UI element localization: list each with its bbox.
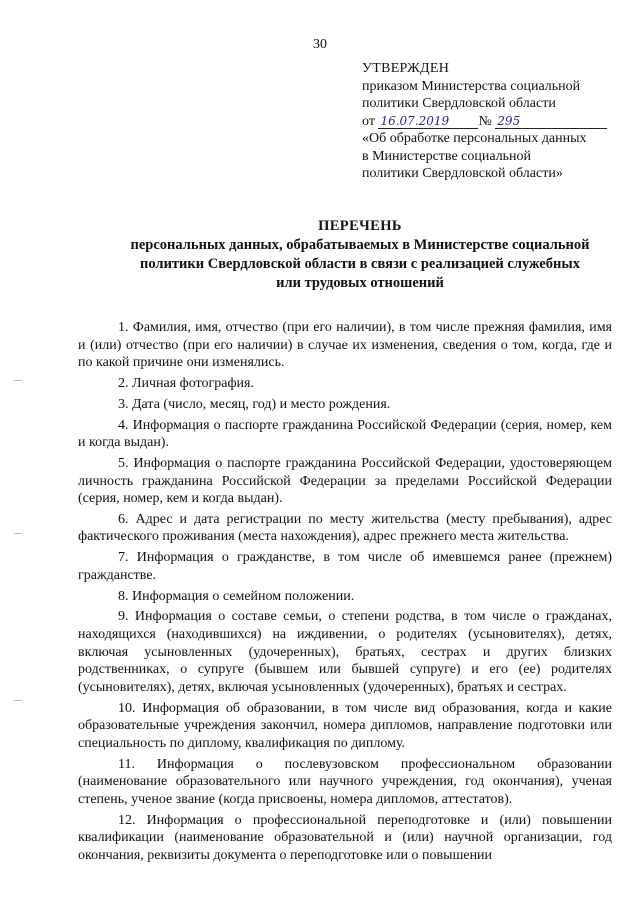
title-line-2: политики Свердловской области в связи с реализацией служебных — [140, 256, 580, 272]
margin-mark — [14, 380, 22, 381]
handwritten-date: 16.07.2019 — [378, 114, 478, 129]
list-item-12: 12. Информация о профессиональной переподготовке и (или) повышении квалификации (наименование образовательной и (или) научной организации, год окончания, реквизиты документа о переподготовке или о повышении — [78, 812, 612, 863]
title-heading: ПЕРЕЧЕНЬ — [318, 218, 402, 234]
approval-heading: УТВЕРЖДЕН — [362, 61, 450, 76]
list-item-2: 2. Личная фотография. — [118, 375, 254, 391]
margin-mark — [14, 700, 22, 701]
list-item-8: 8. Информация о семейном положении. — [118, 588, 355, 604]
approval-line-2: политики Свердловской области — [362, 96, 556, 111]
list-item-4: 4. Информация о паспорте гражданина Российской Федерации (серия, номер, кем и когда выдан). — [78, 417, 612, 451]
approval-line-5: в Министерстве социальной — [362, 148, 532, 164]
list-item-5: 5. Информация о паспорте гражданина Российской Федерации, удостоверяющем личность гражданина Российской Федерации за пределами Российской Федерации (серия, номер, кем и когда выдан). — [78, 455, 612, 507]
list-body — [78, 319, 612, 867]
document-title — [90, 217, 630, 293]
title-line-1: персональных данных, обрабатываемых в Министерстве социальной — [130, 237, 590, 253]
approval-line-6: политики Свердловской области» — [362, 166, 563, 181]
list-item-1: 1. Фамилия, имя, отчество (при его наличии), в том числе прежняя фамилия, имя и (или) отчество (при его наличии) в случае их изменения, сведения о том, когда, где и по какой причине они изменялись. — [78, 320, 612, 371]
approval-line-1: приказом Министерства социальной — [362, 78, 581, 94]
margin-mark — [14, 533, 22, 534]
list-item-3: 3. Дата (число, месяц, год) и место рождения. — [118, 396, 391, 412]
page-number: 30 — [313, 37, 327, 52]
list-item-7: 7. Информация о гражданстве, в том числе об имевшемся ранее (прежнем) гражданстве. — [78, 550, 612, 583]
list-item-9: 9. Информация о составе семьи, о степени родства, в том числе о гражданах, находящихся (находившихся) на иждивении, о родителях (усыновителях), детях, включая усыновленных (удочеренных), братьях, сестрах и других близких родственниках, о супруге (бывшем или бывшей супруге) и его (ее) родителях (усыновителях), детях, включая усыновленных (удочеренных), братьях и сестрах. — [78, 609, 612, 695]
list-item-10: 10. Информация об образовании, в том числе вид образования, когда и какие образовательные учреждения закончил, номера дипломов, направление подготовки или специальность по диплому, квалификация по диплому. — [78, 700, 612, 751]
title-line-3: или трудовых отношений — [276, 275, 444, 291]
approval-date-line — [362, 113, 622, 131]
approval-block — [362, 60, 622, 183]
list-item-11: 11. Информация о послевузовском профессиональном образовании (наименование образовательного или научного учреждения, год окончания), ученая степень, ученое звание (когда присвоены, номера дипломов, аттестатов). — [78, 756, 612, 807]
approval-line-4: «Об обработке персональных данных — [362, 131, 587, 146]
from-label: от — [362, 113, 375, 129]
number-label: № — [478, 113, 492, 129]
handwritten-number: 295 — [495, 114, 607, 129]
list-item-6: 6. Адрес и дата регистрации по месту жительства (месту пребывания), адрес фактического проживания (места нахождения), адрес прежнего места жительства. — [78, 511, 612, 545]
